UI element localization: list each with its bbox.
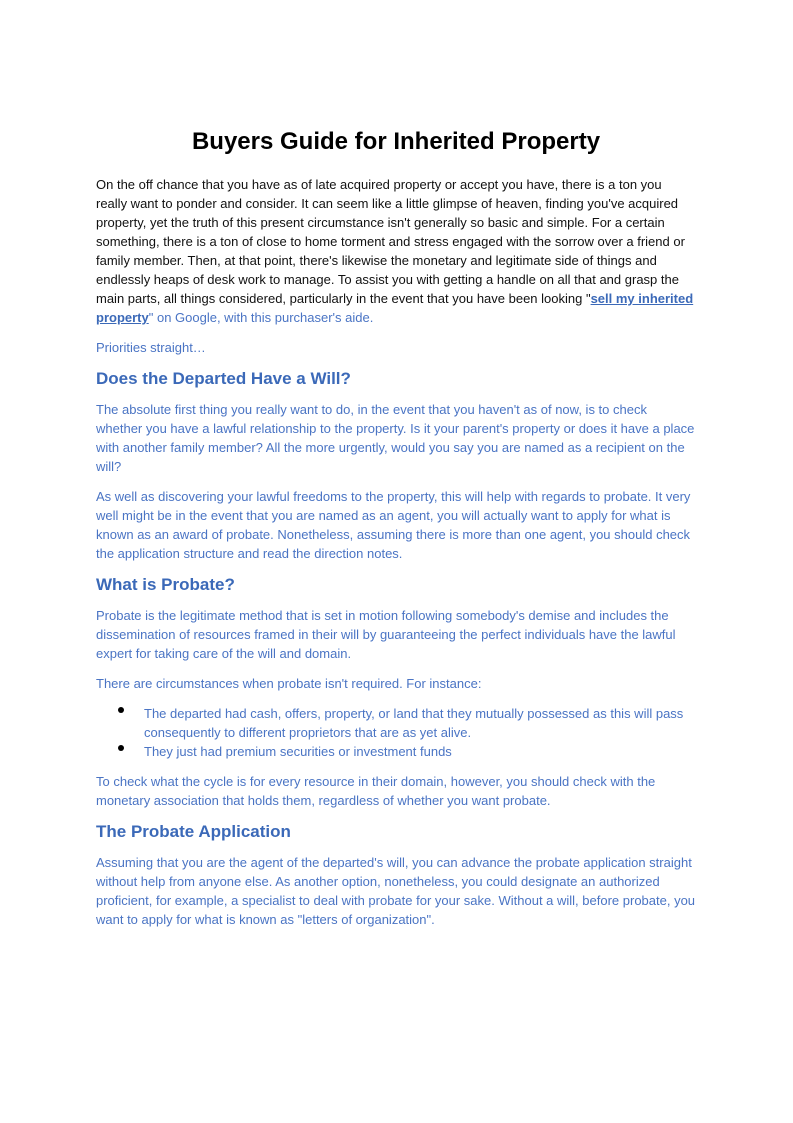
section-probate-paragraph-2: There are circumstances when probate isn't required. For instance: bbox=[96, 676, 482, 691]
list-item-text: The departed had cash, offers, property, or land that they mutually possessed as this will pass consequently to different proprietors that are as yet alive. bbox=[144, 706, 684, 740]
intro-paragraph bbox=[96, 175, 696, 327]
section-will-paragraph-1: The absolute first thing you really want to do, in the event that you haven't as of now, is to check whether you have a lawful relationship to the property. Is it your parent's property or does it have a place with another family member? All the more urgently, would you say you are named as a recipient on the will? bbox=[96, 402, 695, 474]
list-item bbox=[96, 704, 696, 742]
sell-inherited-property-link[interactable]: sell my inherited property bbox=[96, 291, 694, 325]
bullet-icon bbox=[118, 707, 124, 713]
document-body bbox=[96, 126, 696, 940]
section-will-paragraph-2: As well as discovering your lawful freedoms to the property, this will help with regards to probate. It very well might be in the event that you are named as an agent, you will actually want to apply for what is known as an award of probate. Nonetheless, assuming there is more than one agent, you should check the application structure and read the direction notes. bbox=[96, 489, 691, 561]
list-item-text: They just had premium securities or investment funds bbox=[144, 744, 452, 759]
intro-text-before-link: On the off chance that you have as of late acquired property or accept you have, there is a ton you really want to ponder and consider. It can seem like a little glimpse of heaven, finding you've acquired property, yet the truth of this present circumstance isn't generally so basic and simple. For a certain something, there is a ton of close to home torment and stress engaged with the sorrow over a friend or family member. Then, at that point, there's likewise the monetary and legitimate side of things and endlessly heaps of desk work to manage. To assist you with getting a handle on all that and grasp the main parts, all things considered, particularly in the event that you have been looking " bbox=[96, 177, 685, 306]
section-probate-paragraph-3: To check what the cycle is for every resource in their domain, however, you should check with the monetary association that holds them, regardless of whether you want probate. bbox=[96, 774, 656, 808]
section-heading-will: Does the Departed Have a Will? bbox=[96, 369, 351, 388]
page-title: Buyers Guide for Inherited Property bbox=[191, 128, 601, 155]
list-item bbox=[96, 742, 696, 761]
section-heading-probate: What is Probate? bbox=[96, 575, 235, 594]
probate-exceptions-list bbox=[96, 704, 696, 761]
priorities-text: Priorities straight… bbox=[96, 340, 206, 355]
section-probate-paragraph-1: Probate is the legitimate method that is set in motion following somebody's demise and includes the dissemination of resources framed in their will by guaranteeing the perfect individuals have the lawful expert for taking care of the will and domain. bbox=[96, 608, 676, 661]
section-application-paragraph-1: Assuming that you are the agent of the departed's will, you can advance the probate application straight without help from anyone else. As another option, nonetheless, you could designate an authorized proficient, for example, a specialist to deal with probate for your sake. Without a will, before probate, you want to apply for what is known as "letters of organization". bbox=[96, 855, 696, 927]
intro-text-after-link: " on Google, with this purchaser's aide. bbox=[148, 310, 374, 325]
bullet-icon bbox=[118, 745, 124, 751]
section-heading-application: The Probate Application bbox=[96, 822, 291, 841]
